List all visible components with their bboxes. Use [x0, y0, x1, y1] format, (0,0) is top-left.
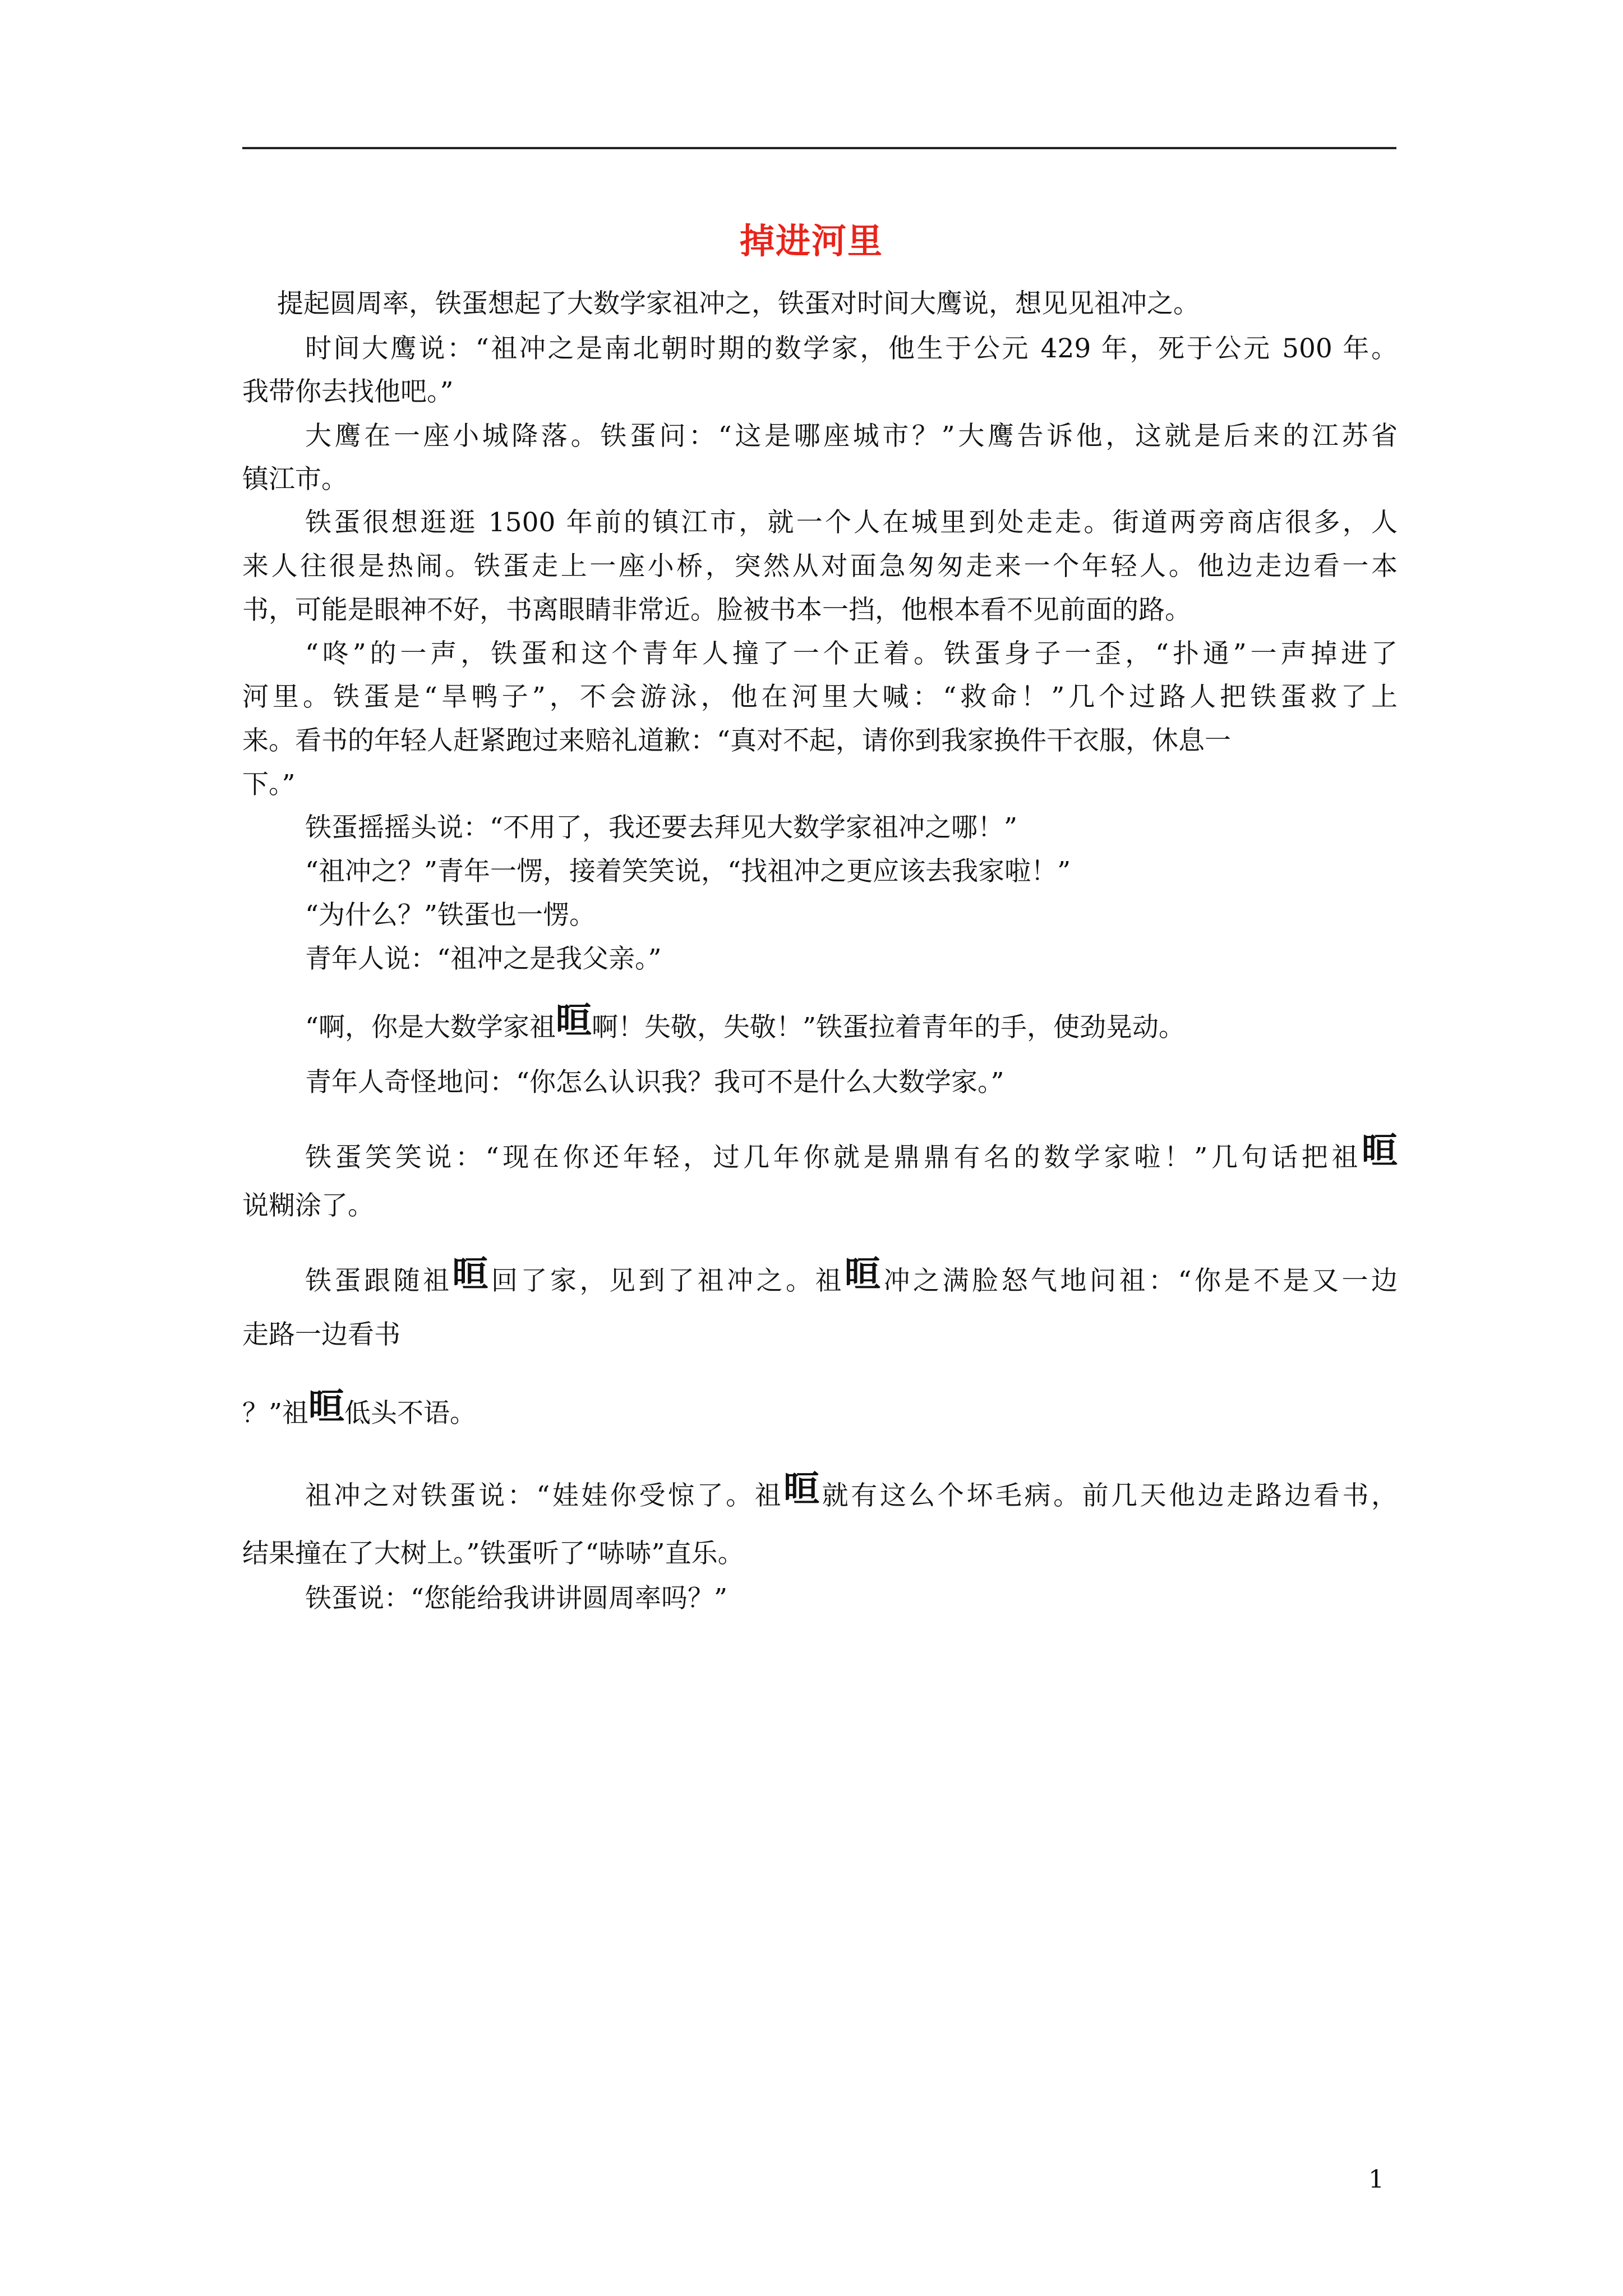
paragraph-line: 来人往很是热闹。铁蛋走上一座小桥，突然从对面急匆匆走来一个年轻人。他边走边看一本: [242, 551, 1398, 582]
paragraph-line: “祖冲之？”青年一愣，接着笑笑说，“找祖冲之更应该去我家啦！”: [305, 856, 1071, 887]
rare-character: 晅: [1362, 1130, 1398, 1172]
paragraph-line: 说糊涂了。: [242, 1190, 374, 1221]
paragraph-line: [242, 1386, 1398, 1430]
rare-character: 晅: [783, 1469, 822, 1510]
rare-character: 晅: [308, 1386, 345, 1428]
paragraph-line: 书，可能是眼神不好，书离眼睛非常近。脸被书本一挡，他根本看不见前面的路。: [242, 595, 1191, 625]
paragraph-line: 铁蛋摇摇头说：“不用了，我还要去拜见大数学家祖冲之哪！”: [305, 812, 1018, 843]
paragraph-line: 铁蛋很想逛逛 1500 年前的镇江市，就一个人在城里到处走走。街道两旁商店很多，人: [305, 507, 1398, 538]
paragraph-line: 结果撞在了大树上。”铁蛋听了“哧哧”直乐。: [242, 1538, 744, 1569]
rare-character: 晅: [452, 1254, 491, 1295]
header-rule: [242, 147, 1396, 149]
paragraph-line: 来。看书的年轻人赶紧跑过来赔礼道歉：“真对不起，请你到我家换件干衣服，休息一: [242, 725, 1232, 756]
paragraph-line: 时间大鹰说：“祖冲之是南北朝时期的数学家，他生于公元 429 年，死于公元 500 年。: [305, 333, 1398, 364]
paragraph-line: 走路一边看书: [242, 1319, 400, 1350]
paragraph-line: “咚”的一声，铁蛋和这个青年人撞了一个正着。铁蛋身子一歪，“扑通”一声掉进了: [305, 638, 1398, 669]
paragraph-line: [242, 1469, 1398, 1513]
line-segment: 就有这么个坏毛病。前几天他边走路边看书，: [822, 1480, 1398, 1511]
rare-character: 晅: [845, 1254, 884, 1295]
paragraph-line: 铁蛋说：“您能给我讲讲圆周率吗？”: [305, 1583, 728, 1614]
paragraph-line: 大鹰在一座小城降落。铁蛋问：“这是哪座城市？”大鹰告诉他，这就是后来的江苏省: [305, 421, 1398, 452]
paragraph-line: “为什么？”铁蛋也一愣。: [305, 900, 596, 931]
rare-character: 晅: [556, 1000, 592, 1042]
line-segment: 回了家，见到了祖冲之。祖: [491, 1266, 845, 1296]
line-segment: 铁蛋笑笑说：“现在你还年轻，过几年你就是鼎鼎有名的数学家啦！”几句话把祖: [305, 1142, 1362, 1173]
paragraph-line: 青年人说：“祖冲之是我父亲。”: [305, 944, 662, 974]
line-segment: 冲之满脸怒气地问祖：“你是不是又一边: [883, 1266, 1398, 1296]
paragraph-line: 提起圆周率，铁蛋想起了大数学家祖冲之，铁蛋对时间大鹰说，想见见祖冲之。: [277, 288, 1200, 319]
paragraph-line: 河里。铁蛋是“旱鸭子”，不会游泳，他在河里大喊：“救命！”几个过路人把铁蛋救了上: [242, 682, 1398, 712]
line-segment: ？”祖: [242, 1398, 309, 1429]
line-segment: 铁蛋跟随祖: [305, 1266, 453, 1296]
line-segment: “啊，你是大数学家祖: [305, 1012, 556, 1043]
line-segment: 祖冲之对铁蛋说：“娃娃你受惊了。祖: [305, 1480, 784, 1511]
paragraph-line: [242, 1000, 1398, 1045]
paragraph-line: 我带你去找他吧。”: [242, 376, 454, 407]
line-segment: 低头不语。: [344, 1398, 477, 1429]
paragraph-line: 下。”: [242, 769, 296, 800]
paragraph-line: 镇江市。: [242, 464, 348, 495]
paragraph-line: [242, 1130, 1398, 1175]
article-title: 掉进河里: [739, 220, 883, 261]
page-number: 1: [1368, 2165, 1384, 2194]
paragraph-line: [242, 1254, 1398, 1298]
paragraph-line: 青年人奇怪地问：“你怎么认识我？我可不是什么大数学家。”: [305, 1067, 1004, 1098]
line-segment: 啊！失敬，失敬！”铁蛋拉着青年的手，使劲晃动。: [592, 1012, 1186, 1043]
